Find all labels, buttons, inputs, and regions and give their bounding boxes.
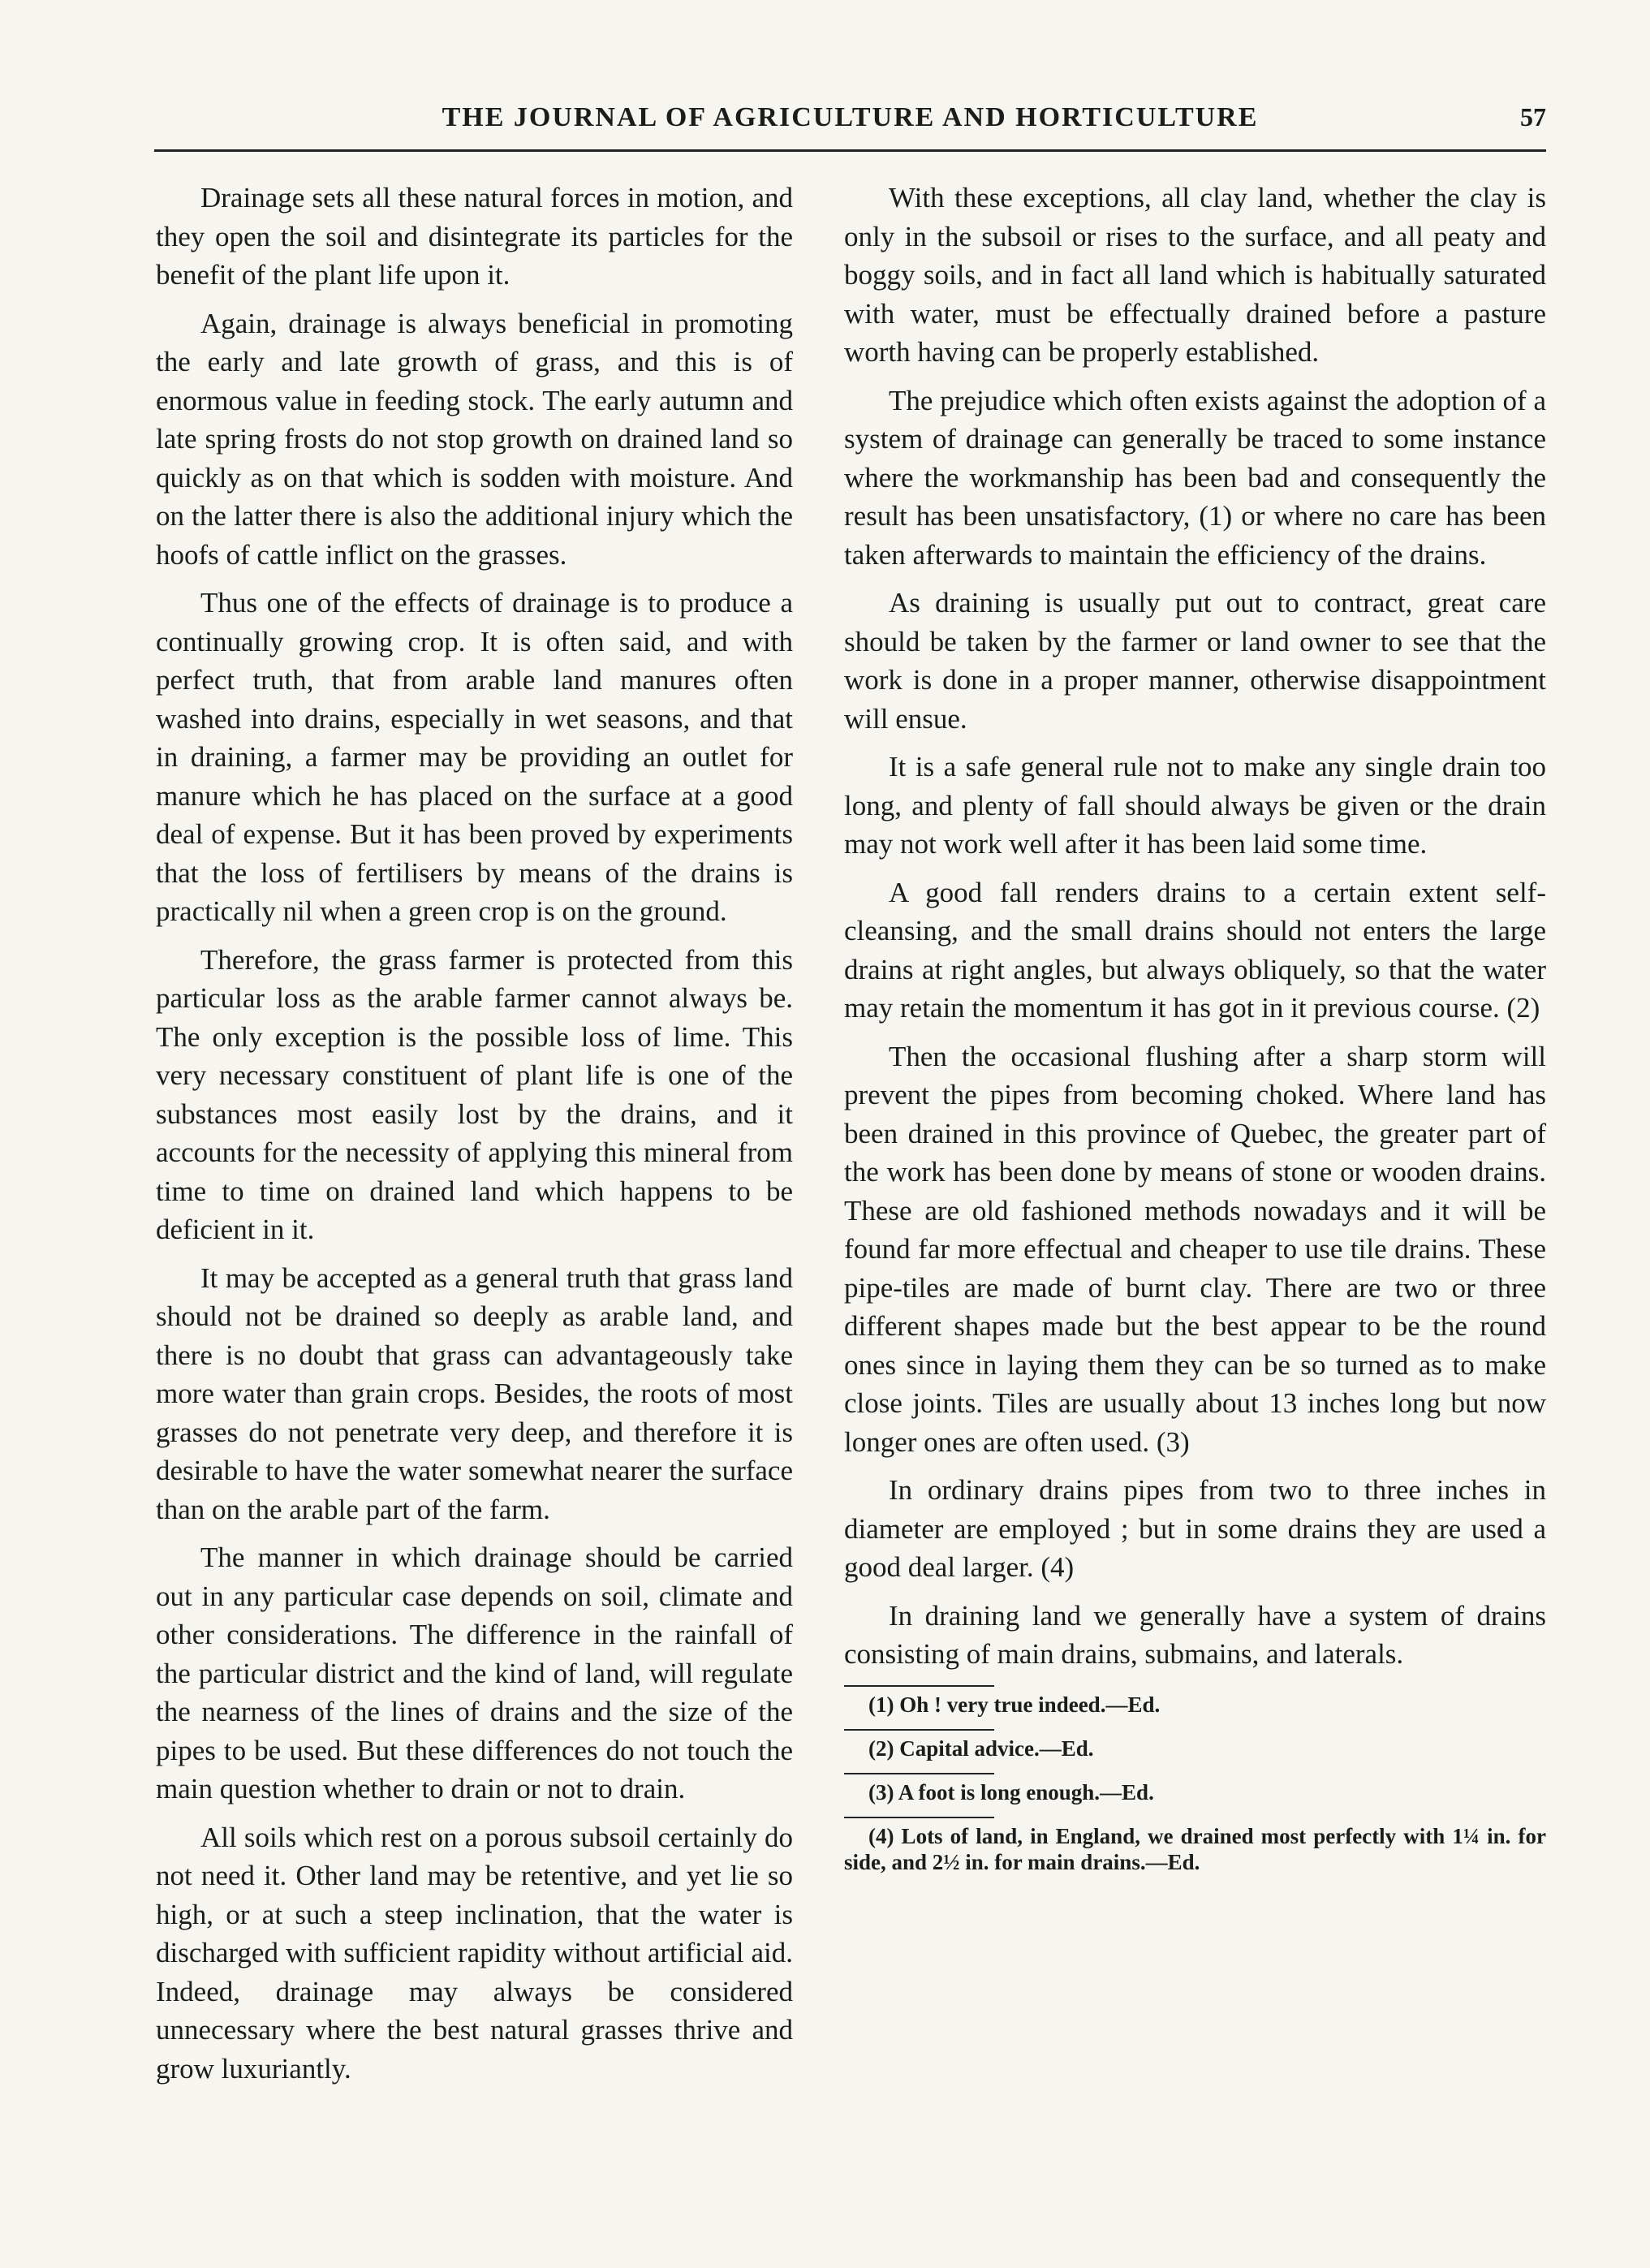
footnote-rule [844,1773,994,1774]
paragraph: Drainage sets all these natural forces in motion, and they open the soil and disintegrate its particles for the benefit of the plant life upon it. [156,182,793,291]
paragraph: All soils which rest on a porous subsoil certainly do not need it. Other land may be retentive, and yet lie so high, or at such a steep inclination, that the water is discharged with sufficient rapidity without artificial aid. Indeed, drainage may always be considered unnecessary where the best natural grasses thrive and grow luxuriantly. [156,1821,793,2085]
paragraph: The manner in which drainage should be carried out in any particular case depends on soil, climate and other considerations. The difference in the rainfall of the particular district and the kind of land, will regulate the nearness of the lines of drains and the size of the pipes to be used. But these differences do not touch the main question whether to drain or not to drain. [156,1541,793,1804]
paragraph: The prejudice which often exists against the adoption of a system of drainage can generally be traced to some instance where the workmanship has been bad and consequently the result has been unsatisfactory, (1) or where no care has been taken afterwards to maintain the efficiency of the drains. [844,384,1546,571]
paragraph: Thus one of the effects of drainage is to produce a continually growing crop. It is often said, and with perfect truth, that from arable land manures often washed into drains, especially in wet seasons, and that in draining, a farmer may be providing an outlet for manure which he has placed on the surface at a good deal of expense. But it has been proved by experiments that the loss of fertilisers by means of the drains is practically nil when a green crop is on the ground. [156,587,793,927]
page-number: 57 [1520,102,1546,132]
paragraph: In ordinary drains pipes from two to three inches in diameter are employed ; but in some drains they are used a good deal larger. (4) [844,1474,1546,1583]
footnote-rule [844,1685,994,1687]
paragraph: In draining land we generally have a system of drains consisting of main drains, submains, and laterals. [844,1599,1546,1670]
footnote-2: (2) Capital advice.—Ed. [868,1735,1094,1761]
footnote-4: (4) Lots of land, in England, we drained most perfectly with 1¼ in. for side, and 2½ in. for main drains.—Ed. [844,1823,1546,1874]
journal-title: THE JOURNAL OF AGRICULTURE AND HORTICULTURE [442,102,1259,132]
left-column [156,179,793,2098]
right-column [844,179,1546,1878]
footnote-rule [844,1817,994,1818]
header-rule [154,149,1546,152]
paragraph: With these exceptions, all clay land, whether the clay is only in the subsoil or rises to the surface, and all peaty and boggy soils, and in fact all land which is habitually saturated with water, must be effectually drained before a pasture worth having can be properly established. [844,182,1546,368]
paragraph: Again, drainage is always beneficial in promoting the early and late growth of grass, and this is of enormous value in feeding stock. The early autumn and late spring frosts do not stop growth on drained land so quickly as on that which is sodden with moisture. And on the latter there is also the additional injury which the hoofs of cattle inflict on the grasses. [156,307,793,571]
paragraph: It may be accepted as a general truth that grass land should not be drained so deeply as arable land, and there is no doubt that grass can advantageously take more water than grain crops. Besides, the roots of most grasses do not penetrate very deep, and therefore it is desirable to have the water somewhat nearer the surface than on the arable part of the farm. [156,1261,793,1525]
paragraph: It is a safe general rule not to make any single drain too long, and plenty of fall should always be given or the drain may not work well after it has been laid some time. [844,751,1546,860]
paragraph: Then the occasional flushing after a sharp storm will prevent the pipes from becoming choked. Where land has been drained in this province of Quebec, the greater part of the work has been done by means of stone or wooden drains. These are old fashioned methods nowadays and it will be found far more effectual and cheaper to use tile drains. These pipe-tiles are made of burnt clay. There are two or three different shapes made but the best appear to be the round ones since in laying them they can be so turned as to make close joints. Tiles are usually about 13 inches long but now longer ones are often used. (3) [844,1040,1546,1458]
footnote-rule [844,1729,994,1731]
paragraph: Therefore, the grass farmer is protected from this particular loss as the arable farmer cannot always be. The only exception is the possible loss of lime. This very necessary constituent of plant life is one of the substances most easily lost by the drains, and it accounts for the necessity of applying this mineral from time to time on drained land which happens to be deficient in it. [156,943,793,1245]
paragraph: A good fall renders drains to a certain extent self-cleansing, and the small drains should not enters the large drains at right angles, but always obliquely, so that the water may retain the momentum it has got in it previous course. (2) [844,876,1546,1024]
page-header [154,97,1546,146]
paragraph: As draining is usually put out to contract, great care should be taken by the farmer or land owner to see that the work is done in a proper manner, otherwise disappointment will ensue. [844,587,1546,735]
footnote-3: (3) A foot is long enough.—Ed. [868,1779,1154,1804]
footnote-1: (1) Oh ! very true indeed.—Ed. [868,1692,1161,1717]
